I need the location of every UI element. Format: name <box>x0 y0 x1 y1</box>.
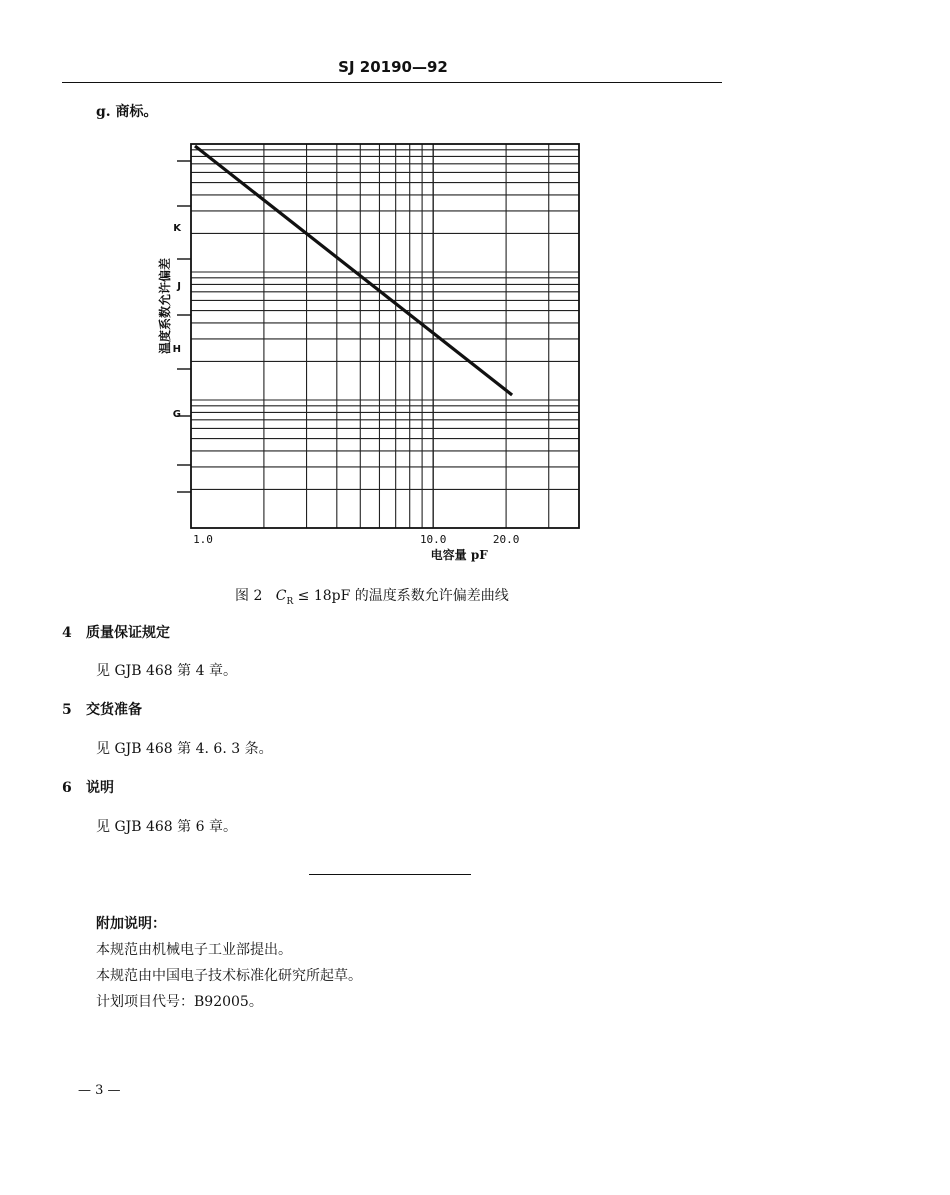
capacitance-symbol: C <box>275 588 287 604</box>
section-4-body: 见 GJB 468 第 4 章。 <box>96 663 237 679</box>
item-g-trademark: g. 商标。 <box>96 104 158 120</box>
y-tick-label: K <box>173 223 181 234</box>
section-6-title: 说明 <box>86 780 114 796</box>
tolerance-curve <box>195 146 512 395</box>
x-tick-label: 1.0 <box>193 533 213 546</box>
y-tick-label: G <box>172 409 181 420</box>
figure-number: 图 2 <box>235 588 263 604</box>
figure-caption-text: ≤ 18pF 的温度系数允许偏差曲线 <box>297 588 509 604</box>
section-4-heading <box>62 622 170 642</box>
additional-note-project-code: 计划项目代号：B92005。 <box>96 994 263 1010</box>
section-6-number: 6 <box>62 780 72 796</box>
x-tick-label: 10.0 <box>419 533 447 546</box>
section-4-number: 4 <box>62 625 72 641</box>
additional-note-proposer: 本规范由机械电子工业部提出。 <box>96 942 292 958</box>
x-tick-label: 20.0 <box>492 533 520 546</box>
additional-notes-title: 附加说明： <box>96 916 166 932</box>
additional-note-drafter: 本规范由中国电子技术标准化研究所起草。 <box>96 968 362 984</box>
section-5-heading <box>62 699 142 719</box>
section-4-title: 质量保证规定 <box>86 625 170 641</box>
plot-frame <box>191 144 579 528</box>
horizontal-gridlines <box>191 150 579 490</box>
standard-code: SJ 20190—92 <box>338 58 448 76</box>
vertical-gridlines <box>264 144 549 528</box>
y-tick-marks <box>177 161 191 492</box>
section-5-number: 5 <box>62 702 72 718</box>
section-6-body: 见 GJB 468 第 6 章。 <box>96 819 237 835</box>
section-divider <box>309 874 471 875</box>
x-axis-title: 电容量 pF <box>430 548 488 562</box>
figure-caption <box>235 585 509 607</box>
y-axis-title: 温度系数允许偏差 <box>158 257 172 355</box>
page-number: — 3 — <box>78 1083 121 1098</box>
y-tick-label: J <box>177 281 181 292</box>
header-rule <box>62 82 722 83</box>
section-6-heading <box>62 777 114 797</box>
capacitance-subscript: R <box>286 596 294 607</box>
section-5-title: 交货准备 <box>86 702 142 718</box>
y-tick-label: H <box>172 344 181 355</box>
section-5-body: 见 GJB 468 第 4. 6. 3 条。 <box>96 741 273 757</box>
tolerance-chart <box>140 130 600 570</box>
